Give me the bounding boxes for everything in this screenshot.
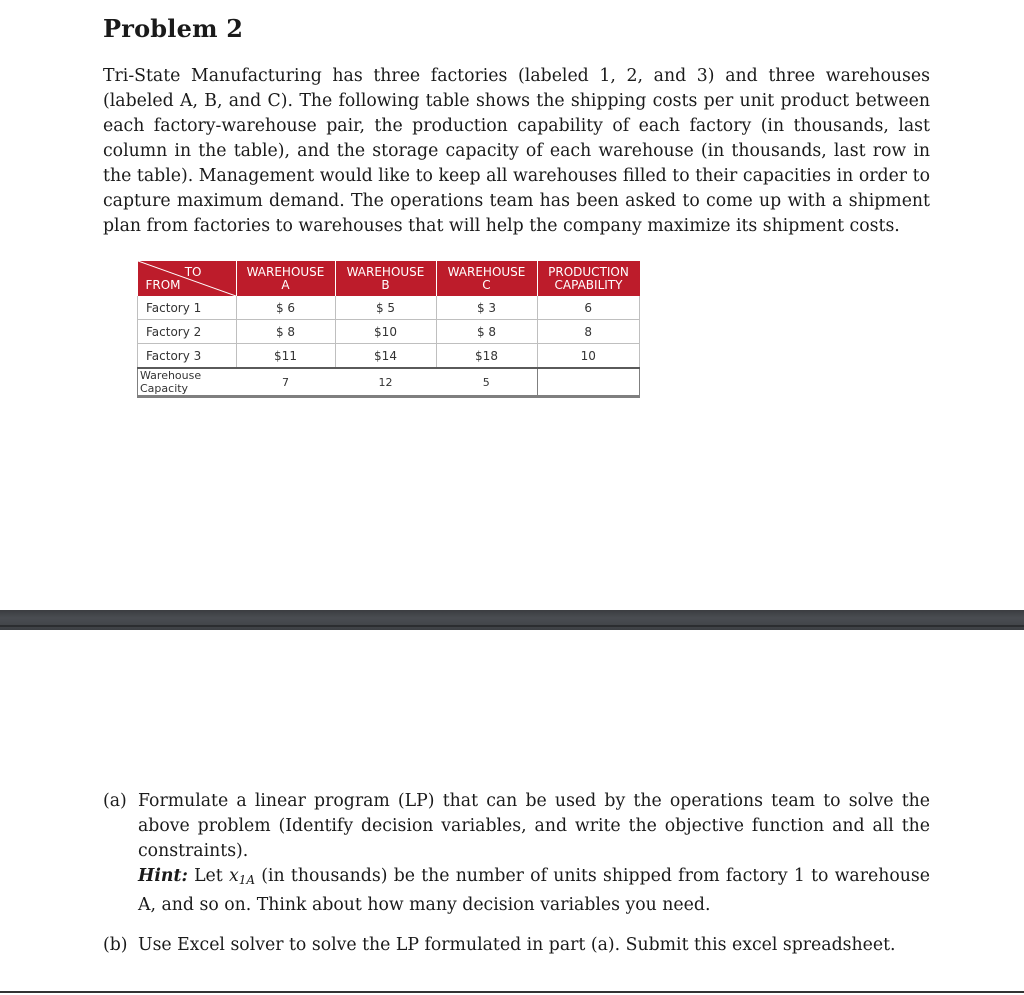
header-line1: WAREHOUSE (346, 264, 425, 279)
corner-to-label: TO (184, 265, 202, 279)
hint-sub: 1A (238, 873, 256, 887)
capacity-empty-cell (537, 368, 640, 397)
cost-cell: $10 (335, 320, 436, 344)
part-b (103, 933, 930, 958)
table-row (138, 344, 640, 369)
header-line2: B (381, 277, 390, 292)
hint-var: x (228, 866, 239, 886)
corner-header-cell (138, 261, 237, 296)
row-label: Factory 1 (138, 296, 237, 320)
page-separator (0, 610, 1024, 630)
cost-cell: $ 5 (335, 296, 436, 320)
table-row (138, 296, 640, 320)
header-line2: A (281, 277, 290, 292)
part-b-label: (b) (103, 935, 128, 955)
header-line2: CAPABILITY (554, 277, 623, 292)
hint-pre: Let (194, 866, 223, 886)
header-warehouse-b (335, 261, 436, 296)
bottom-rule (0, 991, 1024, 993)
cost-cell: $ 8 (436, 320, 537, 344)
corner-from-label: FROM (145, 278, 181, 292)
header-warehouse-c (436, 261, 537, 296)
header-line1: PRODUCTION (548, 264, 629, 279)
part-a (103, 789, 930, 918)
hint-label: Hint: (138, 866, 188, 886)
warehouse-capacity-row (138, 368, 640, 397)
part-a-label: (a) (103, 791, 127, 811)
problem-title: Problem 2 (103, 14, 244, 43)
row-label: Factory 2 (138, 320, 237, 344)
cost-cell: $18 (436, 344, 537, 369)
cost-cell: $ 8 (236, 320, 335, 344)
part-a-text: Formulate a linear program (LP) that can be used by the operations team to solve the above problem (Identify decision variables, and write the objective function and all the constraints). (138, 791, 930, 861)
capacity-row-label: Warehouse Capacity (138, 368, 237, 397)
row-label: Factory 3 (138, 344, 237, 369)
cost-cell: $14 (335, 344, 436, 369)
header-line1: WAREHOUSE (447, 264, 526, 279)
part-b-text: Use Excel solver to solve the LP formulated in part (a). Submit this excel spreadsheet. (138, 935, 896, 955)
capability-cell: 6 (537, 296, 640, 320)
shipping-cost-table (137, 261, 640, 398)
header-production-capability (537, 261, 640, 296)
header-line1: WAREHOUSE (246, 264, 325, 279)
capacity-cell: 12 (335, 368, 436, 397)
cost-cell: $ 3 (436, 296, 537, 320)
header-line2: C (482, 277, 491, 292)
hint-post: (in thousands) be the number of units shipped from factory 1 to warehouse A, and so on. Think about how many decision variables you need. (138, 866, 930, 915)
capability-cell: 8 (537, 320, 640, 344)
problem-parts (103, 789, 930, 958)
problem-intro: Tri-State Manufacturing has three factories (labeled 1, 2, and 3) and three warehouses (labeled A, B, and C). The following table shows the shipping costs per unit product between each factory-warehouse pair, the production capability of each factory (in thousands, last column in the table), and the storage capacity of each warehouse (in thousands, last row in the table). Management would like to keep all warehouses filled to their capacities in order to capture maximum demand. The operations team has been asked to come up with a shipment plan from factories to warehouses that will help the company maximize its shipment costs. (103, 66, 930, 236)
capacity-cell: 5 (436, 368, 537, 397)
header-warehouse-a (236, 261, 335, 296)
hint-variable (229, 866, 255, 886)
capacity-cell: 7 (236, 368, 335, 397)
capability-cell: 10 (537, 344, 640, 369)
table-header-row (138, 261, 640, 296)
cost-cell: $11 (236, 344, 335, 369)
table-row (138, 320, 640, 344)
cost-cell: $ 6 (236, 296, 335, 320)
